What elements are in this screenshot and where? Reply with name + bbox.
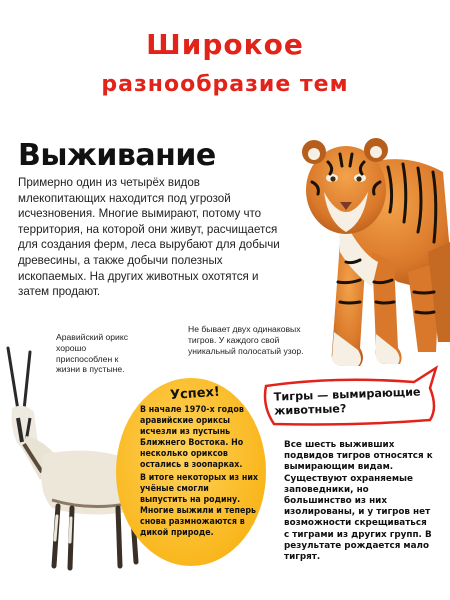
intro-paragraph: Примерно один из четырёх видов млекопитающих находится под угрозой исчезновения. Многие вымирают, потому что территория, на которой они живут, расчищается для создания ферм, леса вырубают для добычи древесины, а также добычи полезных ископаемых. На других животных охотятся и затем продают. xyxy=(18,176,280,299)
success-paragraph: В начале 1970-х годов аравийские ориксы исчезли из пустынь Ближнего Востока. Но несколько ориксов остались в зоопарках. xyxy=(140,405,244,470)
section-title: Выживание xyxy=(18,138,216,173)
success-text xyxy=(140,405,258,539)
success-heading: Успех! xyxy=(169,384,221,404)
page-heading-line-2: разнообразие тем xyxy=(101,72,349,97)
success-paragraph: В итоге некоторых из них учёные смогли выпустить на родину. Многие выжили и теперь снова размножаются в дикой природе. xyxy=(140,473,258,538)
question-heading: Тигры — вымирающие животные? xyxy=(273,385,421,418)
tiger-caption: Не бывает двух одинаковых тигров. У каждого свой уникальный полосатый узор. xyxy=(188,324,304,356)
page-heading-line-1: Широкое xyxy=(146,28,304,61)
answer-text: Все шесть выживших подвидов тигров относятся к вымирающим видам. Существуют охраняемые заповедники, но большинство из них изолированы, и у тигров нет возможности скрещиваться с тиграми из других групп. В результате рождается мало тигрят. xyxy=(284,440,433,563)
oryx-caption: Аравийский орикс хорошо приспособлен к жизни в пустыне. xyxy=(56,332,129,375)
